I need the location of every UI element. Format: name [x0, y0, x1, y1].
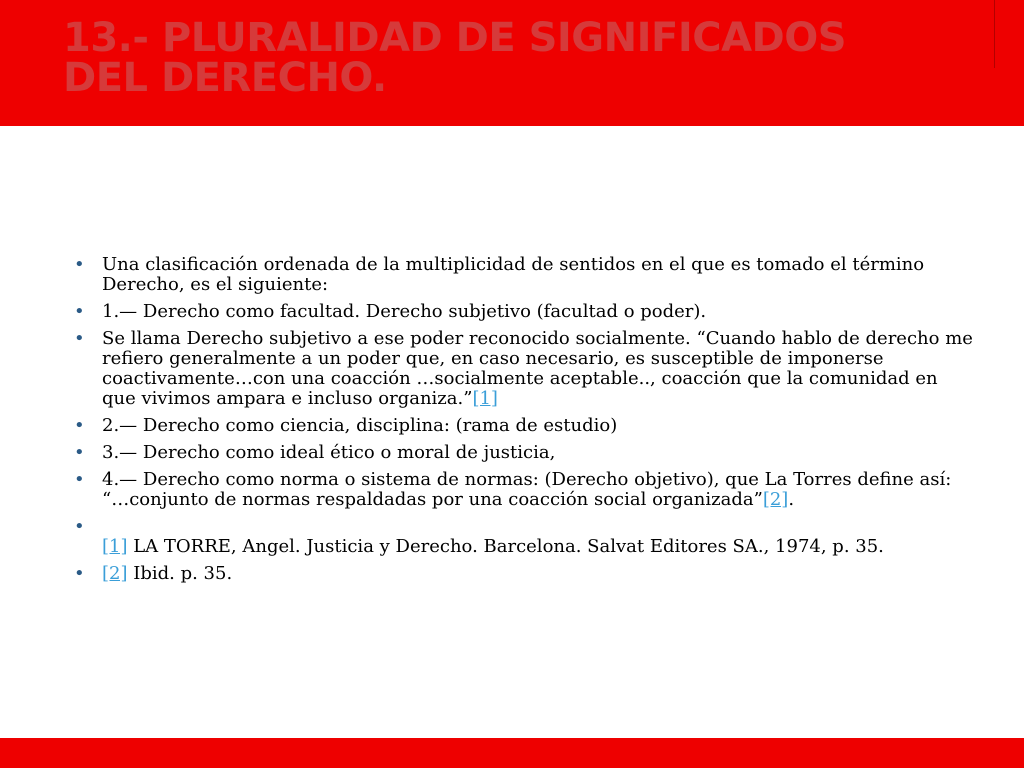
- bullet-text: 1.— Derecho como facultad. Derecho subjetivo (facultad o poder).: [102, 301, 707, 322]
- footnote-item-2: [74, 564, 974, 584]
- bullet-end: .: [788, 489, 795, 510]
- title-line-2: DEL DERECHO.: [63, 55, 387, 101]
- footnote-ref-1[interactable]: [1]: [102, 536, 128, 557]
- footnote-item-1: [74, 517, 974, 557]
- bullet-text: 3.— Derecho como ideal ético o moral de justicia,: [102, 442, 556, 463]
- footnote-link-2[interactable]: [2]: [762, 489, 789, 510]
- title-line-1: 13.- PLURALIDAD DE SIGNIFICADOS: [63, 15, 847, 61]
- bullet-list: [74, 255, 974, 584]
- bullet-text: Se llama Derecho subjetivo a ese poder reconocido socialmente. “Cuando hablo de derecho me refiero generalmente a un poder que, en caso necesario, es susceptible de imponerse coactivamente…con una coacción …socialmente aceptable.., coacción que la comunidad en que vivimos ampara e incluso organiza.”: [102, 328, 973, 409]
- header-bar: [0, 0, 1024, 126]
- list-item: [74, 416, 974, 436]
- list-item: [74, 302, 974, 322]
- list-item: [74, 255, 974, 295]
- list-item: [74, 443, 974, 463]
- slide-content: [74, 255, 974, 591]
- header-divider: [994, 0, 995, 68]
- slide-title: [63, 15, 963, 101]
- footer-bar: [0, 738, 1024, 768]
- footnote-text-2: Ibid. p. 35.: [127, 563, 233, 584]
- bullet-text: 4.— Derecho como norma o sistema de normas: (Derecho objetivo), que La Torres define así: “…conjunto de normas respaldadas por una coacción social organizada”: [102, 469, 952, 510]
- list-item: [74, 470, 974, 510]
- list-item: [74, 329, 974, 409]
- bullet-text: Una clasificación ordenada de la multiplicidad de sentidos en el que es tomado el término Derecho, es el siguiente:: [102, 254, 925, 295]
- bullet-text: 2.— Derecho como ciencia, disciplina: (rama de estudio): [102, 415, 618, 436]
- footnote-ref-2[interactable]: [2]: [102, 563, 128, 584]
- footnote-text-1: LA TORRE, Angel. Justicia y Derecho. Barcelona. Salvat Editores SA., 1974, p. 35.: [127, 536, 884, 557]
- footnote-link-1[interactable]: [1]: [472, 388, 498, 409]
